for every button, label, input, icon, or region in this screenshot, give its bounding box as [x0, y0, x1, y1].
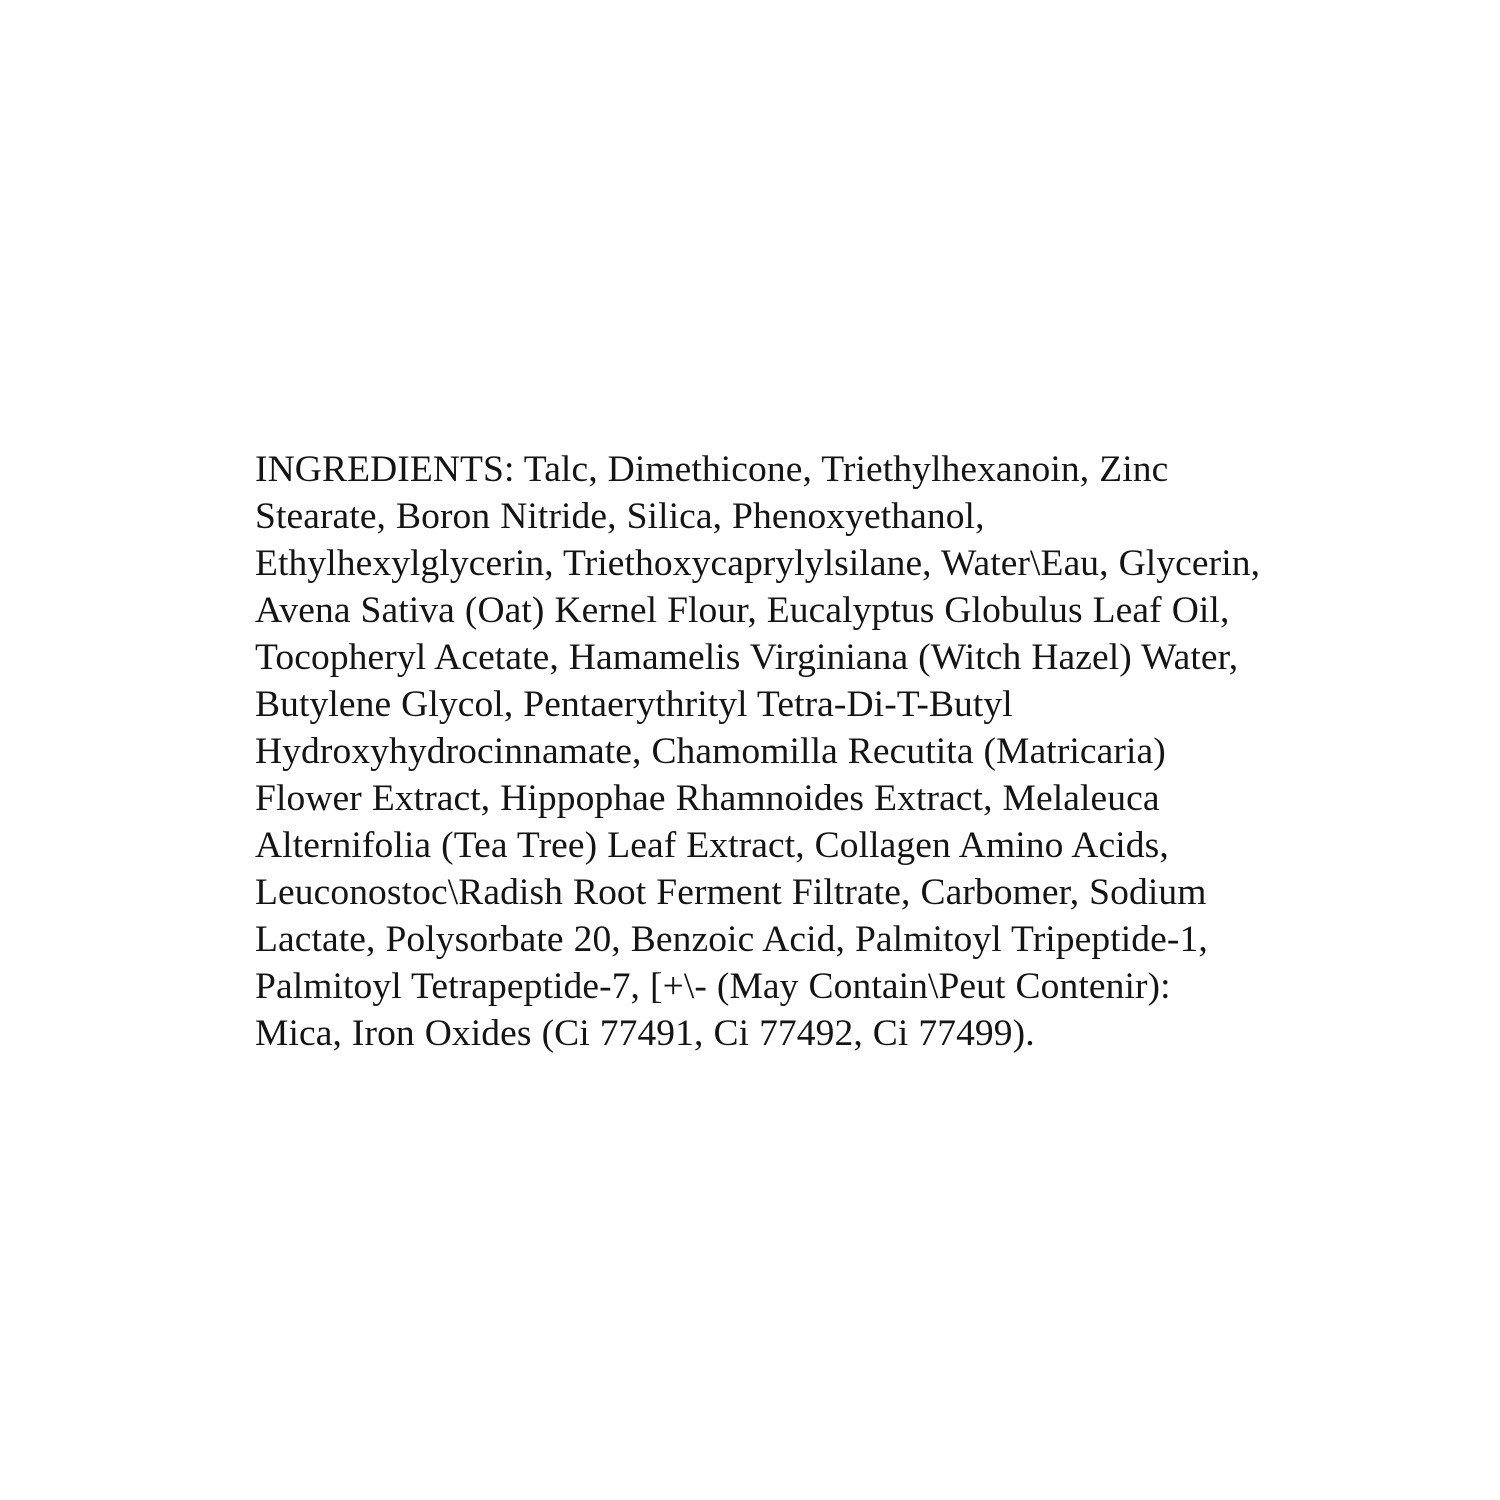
ingredients-paragraph: INGREDIENTS: Talc, Dimethicone, Triethylhexanoin, Zinc Stearate, Boron Nitride, Silica, Phenoxyethanol, Ethylhexylglycerin, Triethoxycaprylylsilane, Water\Eau, Glycerin, Avena Sativa (Oat) Kernel Flour, Eucalyptus Globulus Leaf Oil, Tocopheryl Acetate, Hamamelis Virginiana (Witch Hazel) Water, Butylene Glycol, Pentaerythrityl Tetra-Di-T-Butyl Hydroxyhydrocinnamate, Chamomilla Recutita (Matricaria) Flower Extract, Hippophae Rhamnoides Extract, Melaleuca Alternifolia (Tea Tree) Leaf Extract, Collagen Amino Acids, Leuconostoc\Radish Root Ferment Filtrate, Carbomer, Sodium Lactate, Polysorbate 20, Benzoic Acid, Palmitoyl Tripeptide-1, Palmitoyl Tetrapeptide-7, [+\- (May Contain\Peut Contenir): Mica, Iron Oxides (Ci 77491, Ci 77492, Ci 77499). [255, 448, 1261, 1054]
ingredients-block [255, 408, 1265, 1094]
